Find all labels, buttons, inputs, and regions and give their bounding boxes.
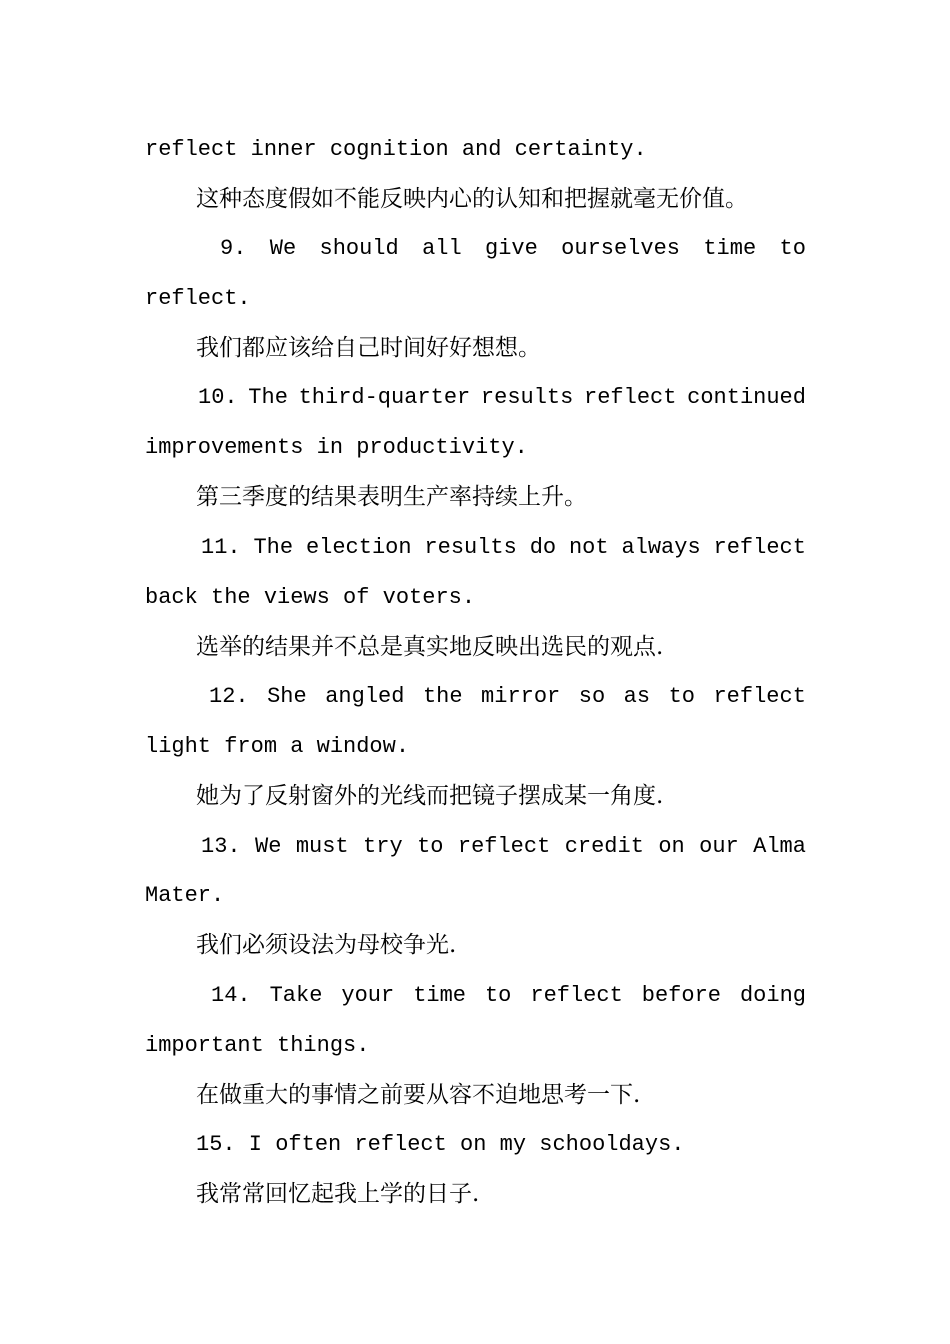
translation-line: 我们都应该给自己时间好好想想。 — [196, 335, 541, 361]
word: reflect — [530, 983, 623, 1008]
word: to — [417, 834, 444, 859]
word: on — [658, 834, 685, 859]
translation-line: 第三季度的结果表明生产率持续上升。 — [196, 484, 587, 510]
word: We — [255, 834, 282, 859]
word: 9. — [220, 236, 247, 261]
text-line: light from a window. — [145, 734, 410, 759]
translation-line: 我常常回忆起我上学的日子. — [196, 1181, 480, 1207]
word: so — [578, 684, 606, 709]
word: always — [621, 535, 701, 560]
word: 11. — [201, 535, 241, 560]
text-line: improvements in productivity. — [145, 435, 528, 460]
word: give — [485, 236, 538, 261]
word: the — [422, 684, 463, 709]
word: try — [363, 834, 403, 859]
word: reflect — [713, 684, 806, 709]
word: must — [295, 834, 349, 859]
translation-line: 在做重大的事情之前要从容不迫地思考一下. — [196, 1082, 641, 1108]
word: time — [413, 983, 466, 1008]
word: We — [269, 236, 297, 261]
word: results — [480, 385, 574, 410]
word: reflect — [584, 385, 677, 410]
sentence-12-line — [145, 682, 806, 712]
word: Take — [269, 983, 323, 1008]
word: 13. — [201, 834, 241, 859]
sentence-13-line — [145, 832, 806, 862]
word: doing — [739, 983, 806, 1008]
translation-line: 选举的结果并不总是真实地反映出选民的观点. — [196, 634, 664, 660]
word: our — [699, 834, 739, 859]
word: 10. — [198, 385, 238, 410]
sentence-10-line — [145, 383, 806, 413]
word: third-quarter — [298, 385, 471, 410]
text-line: Mater. — [145, 883, 225, 908]
word: The — [248, 385, 288, 410]
word: not — [568, 535, 609, 560]
word: election — [305, 535, 412, 560]
word: your — [341, 983, 395, 1008]
word: to — [484, 983, 512, 1008]
text-line: reflect inner cognition and certainty. — [145, 137, 647, 162]
sentence-9-line — [145, 234, 806, 264]
translation-line: 我们必须设法为母校争光. — [196, 932, 457, 958]
translation-line: 这种态度假如不能反映内心的认知和把握就毫无价值。 — [196, 186, 748, 212]
sentence-14-line — [145, 981, 806, 1011]
word: 14. — [211, 983, 251, 1008]
word: results — [424, 535, 517, 560]
word: ourselves — [561, 236, 680, 261]
word: do — [529, 535, 557, 560]
text-line: important things. — [145, 1033, 370, 1058]
word: to — [668, 684, 695, 709]
word: mirror — [481, 684, 561, 709]
word: reflect — [457, 834, 551, 859]
word: 12. — [209, 684, 249, 709]
word: all — [422, 236, 462, 261]
text-line: back the views of voters. — [145, 585, 476, 610]
word: reflect — [713, 535, 806, 560]
word: The — [253, 535, 294, 560]
word: angled — [325, 684, 405, 709]
sentence-15-line: 15. I often reflect on my schooldays. — [196, 1132, 685, 1157]
word: time — [703, 236, 757, 261]
word: should — [319, 236, 399, 261]
word: Alma — [753, 834, 806, 859]
word: continued — [687, 385, 806, 410]
translation-line: 她为了反射窗外的光线而把镜子摆成某一角度. — [196, 783, 664, 809]
word: before — [641, 983, 721, 1008]
word: She — [267, 684, 307, 709]
word: credit — [564, 834, 644, 859]
text-line: reflect. — [145, 286, 251, 311]
sentence-11-line — [145, 533, 806, 563]
word: to — [779, 236, 806, 261]
word: as — [623, 684, 651, 709]
